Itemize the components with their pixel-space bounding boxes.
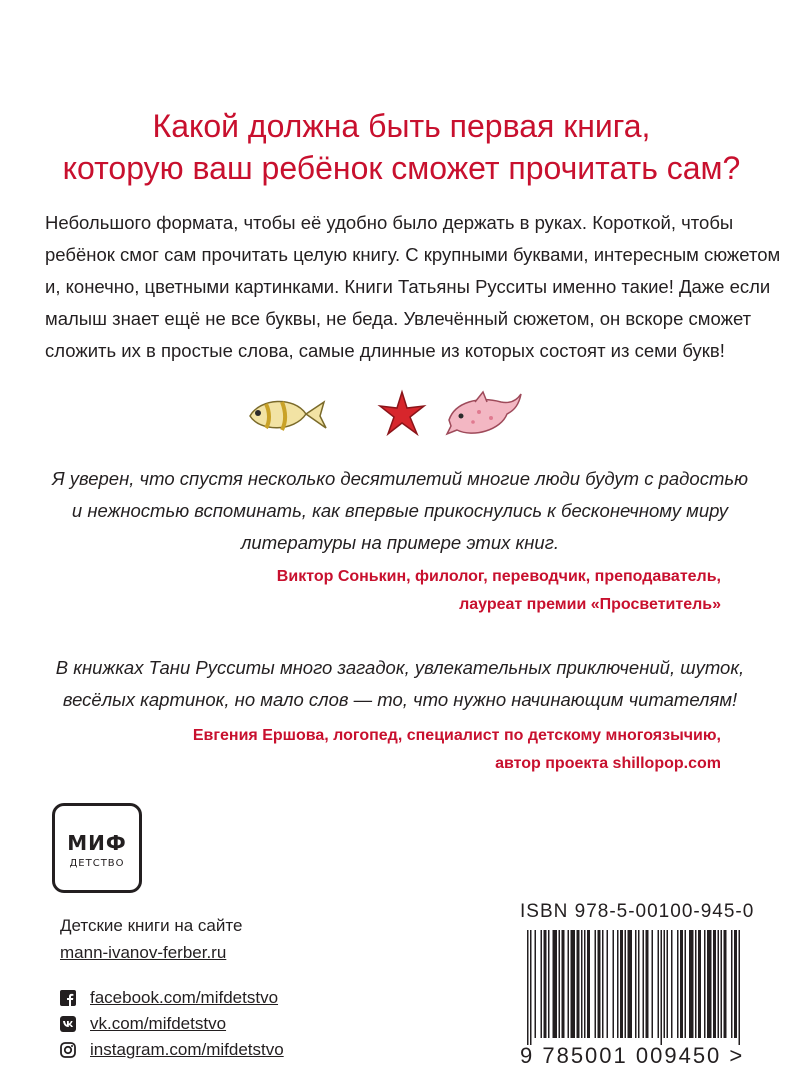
barcode-bar <box>721 930 723 1038</box>
intro-line: и, конечно, цветными картинками. Книги Татьяны Русситы именно такие! Даже если <box>45 276 771 297</box>
website-link[interactable]: mann-ivanov-ferber.ru <box>60 943 227 962</box>
pink-dolphin-icon <box>447 392 521 434</box>
barcode <box>525 930 745 1045</box>
intro-line: сложить их в простые слова, самые длинные из которых состоят из семи букв! <box>45 340 725 361</box>
quote-line: В книжках Тани Русситы много загадок, увлекательных приключений, шуток, <box>55 657 745 678</box>
quote-1 <box>30 463 770 559</box>
barcode-bar <box>571 930 576 1038</box>
barcode-bar <box>643 930 645 1038</box>
barcode-bar <box>577 930 580 1038</box>
barcode-bar <box>680 930 683 1038</box>
barcode-bar <box>595 930 597 1038</box>
doodle-illustrations <box>240 384 540 444</box>
headline-line: которую ваш ребёнок сможет прочитать сам? <box>62 150 741 186</box>
facebook-icon <box>60 990 76 1006</box>
barcode-bar <box>707 930 712 1038</box>
barcode-bar <box>628 930 633 1038</box>
barcode-bar <box>530 930 532 1045</box>
website-block <box>60 912 242 966</box>
barcode-bar <box>646 930 649 1038</box>
barcode-bar <box>734 930 737 1038</box>
intro-line: ребёнок смог сам прочитать целую книгу. С крупными буквами, интересным сюжетом <box>45 244 781 265</box>
barcode-bar <box>562 930 565 1038</box>
barcode-bar <box>598 930 601 1038</box>
barcode-bar <box>587 930 590 1038</box>
barcode-bar <box>527 930 529 1045</box>
barcode-bar <box>625 930 627 1038</box>
barcode-bar <box>584 930 586 1038</box>
barcode-bar <box>698 930 701 1038</box>
barcode-bar <box>671 930 673 1038</box>
barcode-bar <box>724 930 727 1038</box>
barcode-bar <box>541 930 543 1038</box>
barcode-bar <box>704 930 706 1038</box>
barcode-bar <box>544 930 547 1038</box>
barcode-bar <box>652 930 654 1038</box>
barcode-bar <box>620 930 623 1038</box>
vk-icon <box>60 1016 76 1032</box>
yellow-fish-icon <box>250 401 326 430</box>
attribution-line: лауреат премии «Просветитель» <box>459 596 721 613</box>
barcode-bar <box>581 930 583 1038</box>
quote-line: и нежностью вспоминать, как впервые прикоснулись к бесконечному миру <box>71 500 729 521</box>
isbn-text: ISBN 978-5-00100-945-0 <box>520 901 755 922</box>
barcode-bar <box>677 930 679 1038</box>
barcode-bar <box>739 930 741 1045</box>
instagram-icon <box>60 1042 76 1058</box>
barcode-bar <box>553 930 558 1038</box>
attribution-line: автор проекта shillopop.com <box>495 755 721 772</box>
barcode-bar <box>731 930 733 1038</box>
barcode-bar <box>685 930 687 1038</box>
barcode-bar <box>695 930 697 1038</box>
barcode-bar <box>548 930 550 1038</box>
publisher-logo <box>52 803 142 893</box>
barcode-bar <box>638 930 640 1038</box>
barcode-bar <box>661 930 663 1045</box>
social-link[interactable]: facebook.com/mifdetstvo <box>90 988 279 1007</box>
barcode-bar <box>602 930 604 1038</box>
barcode-bar <box>559 930 561 1038</box>
attribution-line: Виктор Сонькин, филолог, переводчик, преподаватель, <box>276 568 721 585</box>
intro-line: Небольшого формата, чтобы её удобно было держать в руках. Короткой, чтобы <box>45 212 734 233</box>
barcode-number: 9 785001 009450 > <box>520 1043 745 1068</box>
barcode-bar <box>718 930 720 1038</box>
logo-subtitle: ДЕТСТВО <box>69 858 125 869</box>
headline-line: Какой должна быть первая книга, <box>152 108 651 144</box>
barcode-bar <box>535 930 537 1038</box>
headline <box>60 105 743 189</box>
barcode-bar <box>658 930 660 1038</box>
quote-line: литературы на примере этих книг. <box>240 532 559 553</box>
social-link[interactable]: instagram.com/mifdetstvo <box>90 1040 284 1059</box>
quote-2-attribution <box>193 722 721 778</box>
barcode-bar <box>713 930 716 1038</box>
barcode-bar <box>635 930 637 1038</box>
barcode-bar <box>613 930 615 1038</box>
red-starfish-icon <box>380 392 424 434</box>
barcode-bar <box>568 930 570 1038</box>
barcode-bar <box>617 930 619 1038</box>
barcode-bar <box>607 930 609 1038</box>
intro-line: малыш знает ещё не все буквы, не беда. Увлечённый сюжетом, он вскоре сможет <box>45 308 752 329</box>
barcode-bar <box>689 930 694 1038</box>
website-label: Детские книги на сайте <box>60 916 243 935</box>
quote-1-attribution <box>277 563 721 619</box>
quote-line: весёлых картинок, но мало слов — то, что нужно начинающим читателям! <box>62 689 738 710</box>
attribution-line: Евгения Ершова, логопед, специалист по детскому многоязычию, <box>192 727 721 744</box>
barcode-bar <box>667 930 669 1038</box>
social-link[interactable]: vk.com/mifdetstvo <box>90 1014 227 1033</box>
quote-line: Я уверен, что спустя несколько десятилетий многие люди будут с радостью <box>51 468 749 489</box>
quote-2 <box>30 652 770 716</box>
logo-brand: МИФ <box>67 831 127 855</box>
intro-paragraph <box>45 207 781 367</box>
barcode-bar <box>664 930 666 1038</box>
